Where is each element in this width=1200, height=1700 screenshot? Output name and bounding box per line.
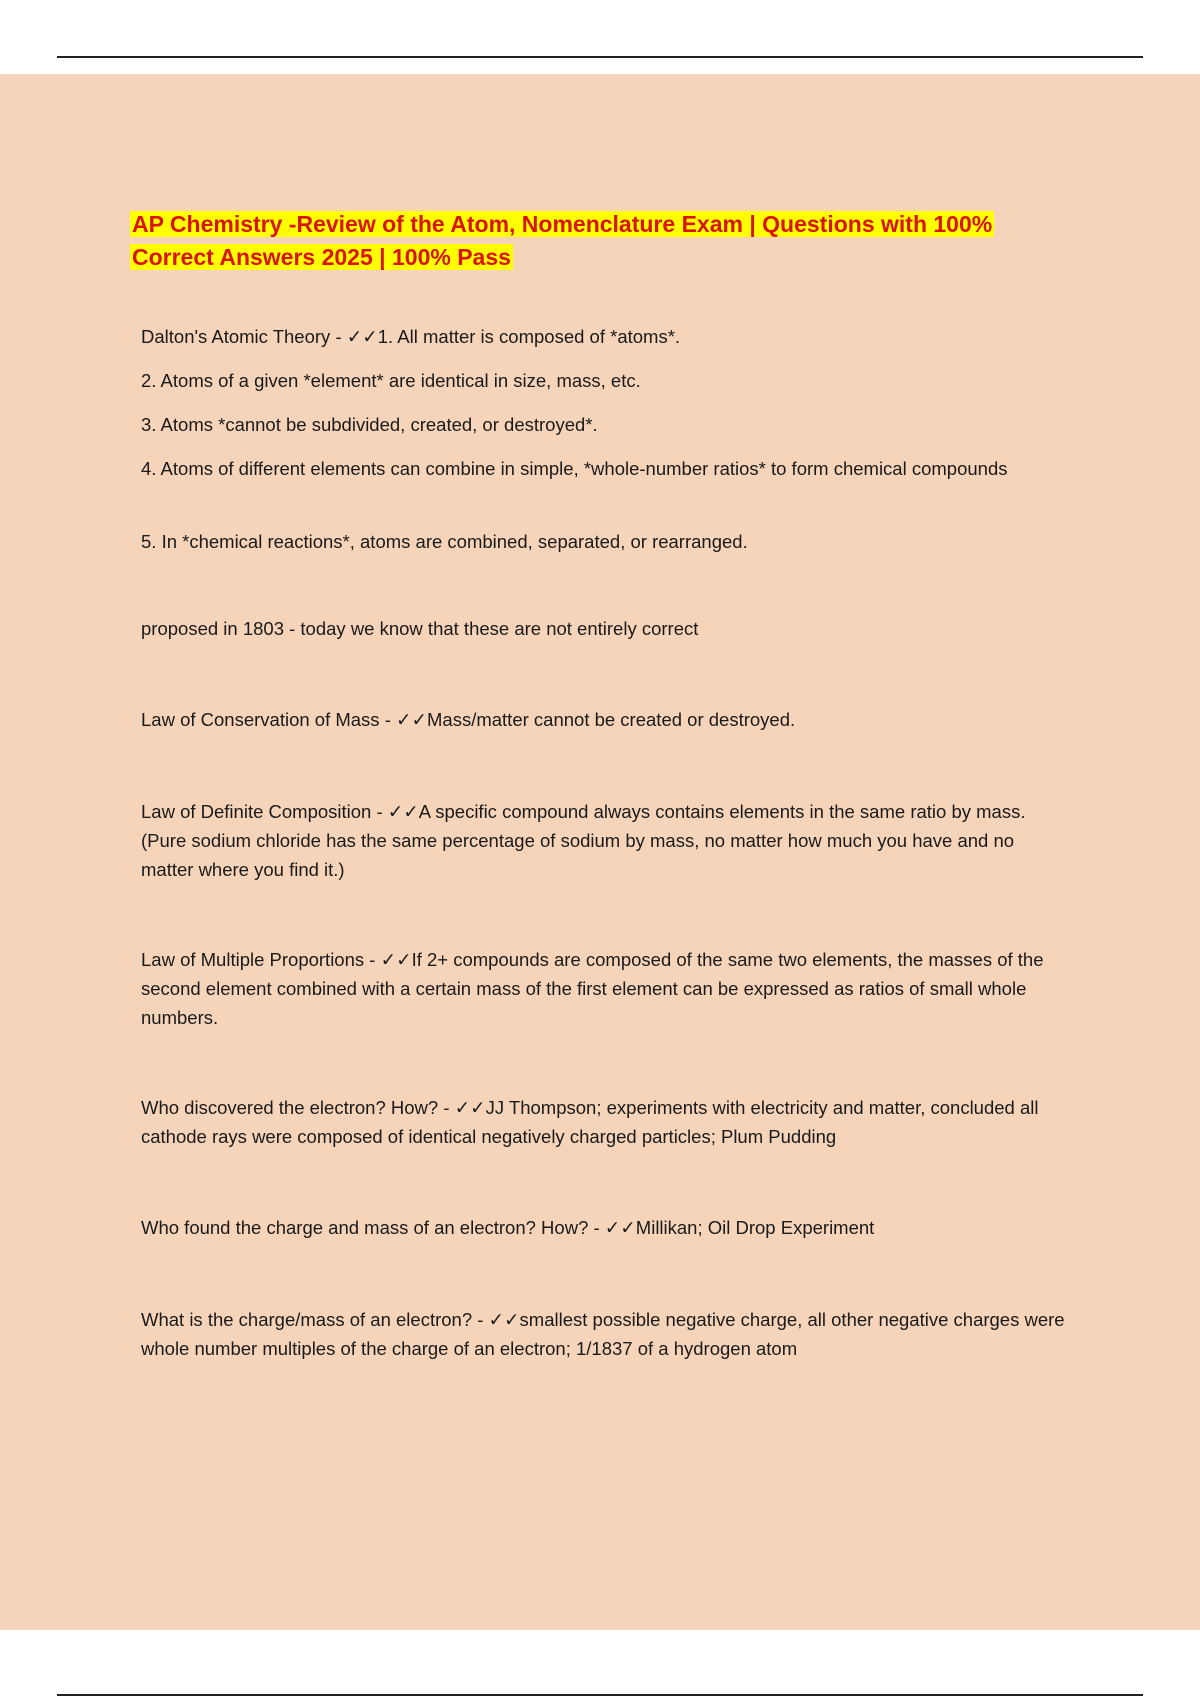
bottom-rule xyxy=(57,1694,1143,1696)
entry-proposed-1803: proposed in 1803 - today we know that these are not entirely correct xyxy=(141,618,699,639)
entry-definite-composition: Law of Definite Composition - ✓✓A specific compound always contains elements in the same ratio by mass. (Pure sodium chloride has the same percentage of sodium by mass, no matter how much you have and no matter where you find it.) xyxy=(141,801,1026,880)
entry-daltons-theory: Dalton's Atomic Theory - ✓✓1. All matter is composed of *atoms*. xyxy=(141,326,681,347)
top-rule xyxy=(57,56,1143,58)
entry-electron-charge-mass: Who found the charge and mass of an electron? How? - ✓✓Millikan; Oil Drop Experiment xyxy=(141,1217,875,1238)
entry-dalton-point-3: 3. Atoms *cannot be subdivided, created, or destroyed*. xyxy=(141,414,598,435)
entry-electron-charge-mass-ratio: What is the charge/mass of an electron? - ✓✓smallest possible negative charge, all other negative charges were whole number multiples of the charge of an electron; 1/1837 of a hydrogen atom xyxy=(141,1309,1065,1359)
entry-conservation-of-mass: Law of Conservation of Mass - ✓✓Mass/matter cannot be created or destroyed. xyxy=(141,709,796,730)
document-title: AP Chemistry -Review of the Atom, Nomenclature Exam | Questions with 100% Correct Answers 2025 | 100% Pass xyxy=(132,211,993,270)
entry-electron-discovery: Who discovered the electron? How? - ✓✓JJ Thompson; experiments with electricity and matter, concluded all cathode rays were composed of identical negatively charged particles; Plum Pudding xyxy=(141,1097,1039,1147)
entry-dalton-point-4: 4. Atoms of different elements can combine in simple, *whole-number ratios* to form chemical compounds xyxy=(141,458,1008,479)
entry-dalton-point-2: 2. Atoms of a given *element* are identical in size, mass, etc. xyxy=(141,370,641,391)
entry-multiple-proportions: Law of Multiple Proportions - ✓✓If 2+ compounds are composed of the same two elements, the masses of the second element combined with a certain mass of the first element can be expressed as ratios of small whole numbers. xyxy=(141,949,1044,1028)
entry-dalton-point-5: 5. In *chemical reactions*, atoms are combined, separated, or rearranged. xyxy=(141,531,748,552)
